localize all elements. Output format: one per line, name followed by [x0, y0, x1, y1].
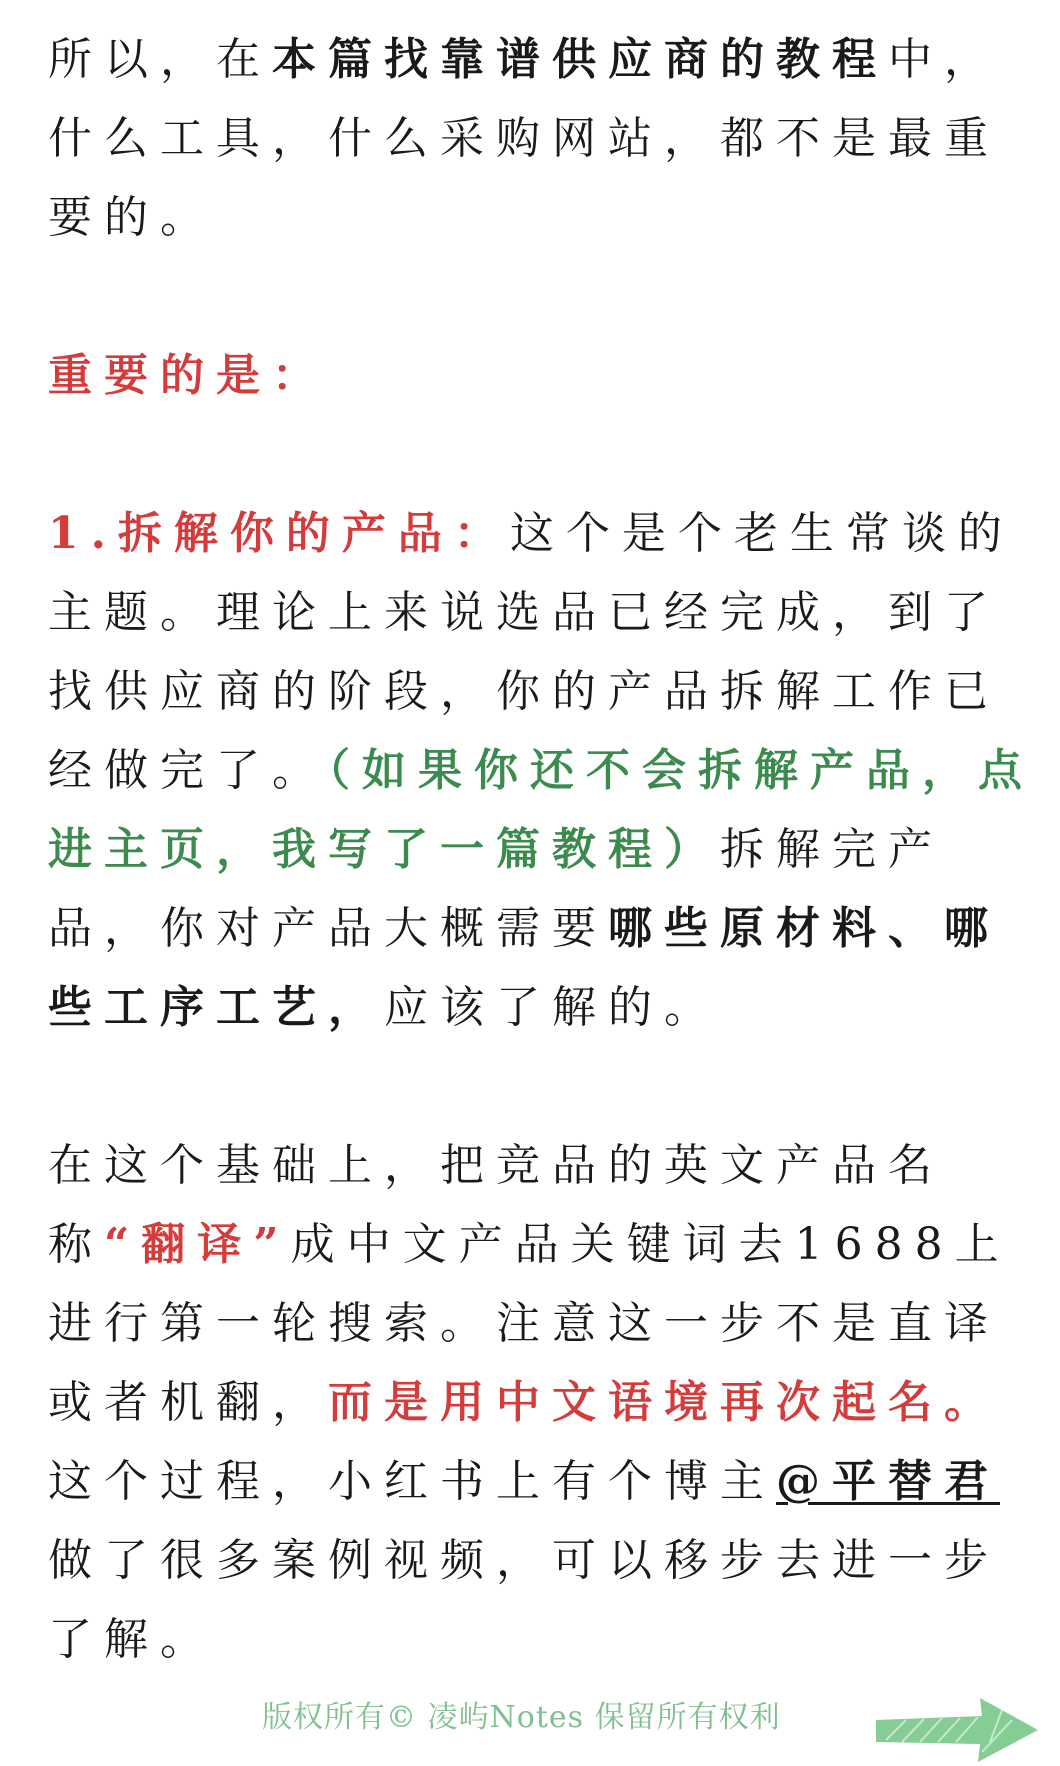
translate-quote: “翻译”	[104, 1219, 291, 1270]
point-1-bold-text: 哪些原材料、哪些工序工艺，	[48, 903, 1000, 1033]
intro-paragraph	[48, 20, 1038, 257]
point-1-paragraph	[48, 494, 1038, 1047]
copyright-text: 版权所有© 凌屿Notes 保留所有权利	[262, 1700, 781, 1735]
arrow-right-icon[interactable]	[872, 1690, 1042, 1766]
para-2-text-2: 成中文产品关键词去1688上进行第一轮搜索。注意这一步不是直译或者机翻，	[48, 1219, 1011, 1428]
para-2-text-3: 这个过程，小红书上有个博主	[48, 1456, 776, 1507]
article-body	[48, 20, 1038, 1679]
intro-text-1: 所以，在	[48, 34, 272, 85]
point-1-text-2: 拆解完产品，你对产品大概需要	[48, 824, 944, 954]
intro-text-2: 中，什么工具，什么采购网站，都不是最重要的。	[48, 34, 1000, 243]
blogger-mention-link[interactable]: @平替君	[776, 1456, 1000, 1507]
point-1-text-3: 应该了解的。	[384, 982, 720, 1033]
footer	[0, 1690, 1060, 1766]
paragraph-2	[48, 1126, 1038, 1679]
important-heading: 重要的是：	[48, 350, 328, 401]
para-2-text-4: 做了很多案例视频，可以移步去进一步了解。	[48, 1535, 1000, 1665]
intro-bold-text: 本篇找靠谱供应商的教程	[272, 34, 888, 85]
tutorial-note-link[interactable]: （如果你还不会拆解产品，点进主页，我写了一篇教程）	[48, 745, 1034, 875]
rename-emphasis: 而是用中文语境再次起名。	[328, 1377, 1000, 1428]
para-2-text-1: 在这个基础上，把竞品的英文产品名称	[48, 1140, 944, 1270]
point-1-label: 1.拆解你的产品：	[48, 508, 510, 559]
point-1-text-1: 这个是个老生常谈的主题。理论上来说选品已经完成，到了找供应商的阶段，你的产品拆解工作已经做完了。	[48, 508, 1014, 796]
